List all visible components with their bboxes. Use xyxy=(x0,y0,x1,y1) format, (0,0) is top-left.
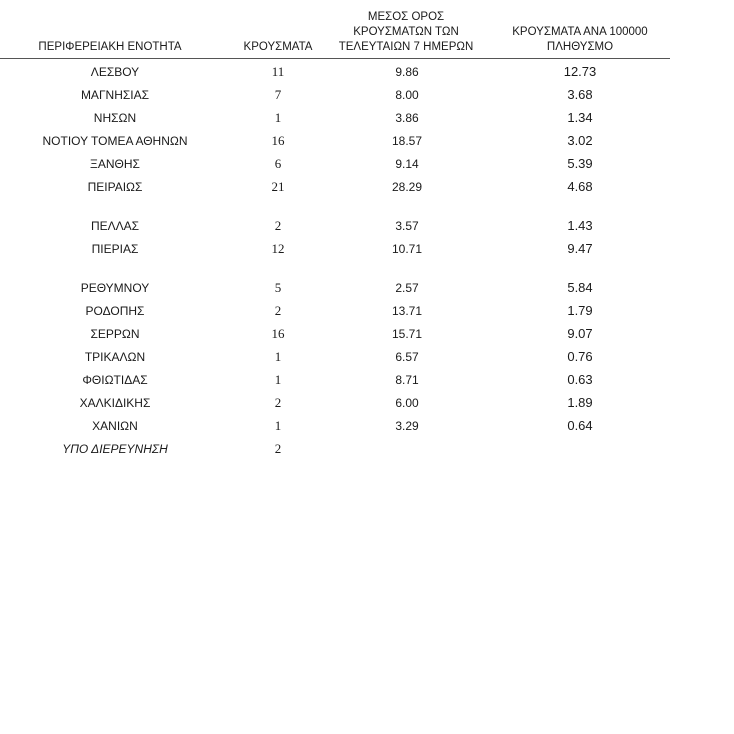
table-row xyxy=(0,86,670,104)
table-row xyxy=(0,178,670,196)
cell-per100k: 1.43 xyxy=(567,218,593,233)
header-cases xyxy=(236,40,320,55)
cell-avg7: 3.57 xyxy=(395,219,419,233)
cell-region: ΧΑΛΚΙΔΙΚΗΣ xyxy=(79,396,151,410)
cell-region: ΡΟΔΟΠΗΣ xyxy=(85,304,145,318)
table-row xyxy=(0,325,670,343)
cell-region: ΦΘΙΩΤΙΔΑΣ xyxy=(82,373,148,387)
cell-avg7: 8.00 xyxy=(395,88,419,102)
table-row xyxy=(0,109,670,127)
cell-per100k: 5.84 xyxy=(567,280,593,295)
cell-per100k: 0.63 xyxy=(567,372,593,387)
table-row xyxy=(0,371,670,389)
cell-avg7: 15.71 xyxy=(391,327,423,341)
cell-avg7: 8.71 xyxy=(395,373,419,387)
cell-per100k: 4.68 xyxy=(567,179,593,194)
cell-region: ΠΕΙΡΑΙΩΣ xyxy=(87,180,143,194)
cell-region: ΝΟΤΙΟΥ ΤΟΜΕΑ ΑΘΗΝΩΝ xyxy=(42,134,188,148)
cell-avg7: 2.57 xyxy=(395,281,419,295)
table-row xyxy=(0,217,670,235)
cell-avg7: 10.71 xyxy=(391,242,423,256)
cell-region: ΥΠΟ ΔΙΕΡΕΥΝΗΣΗ xyxy=(62,442,168,456)
header-region xyxy=(0,40,220,55)
cell-per100k: 1.79 xyxy=(567,303,593,318)
cell-cases: 1 xyxy=(274,110,282,125)
cell-region: ΠΕΛΛΑΣ xyxy=(90,219,140,233)
cell-avg7: 13.71 xyxy=(391,304,423,318)
table-row xyxy=(0,302,670,320)
cell-region: ΝΗΣΩΝ xyxy=(93,111,137,125)
cell-per100k: 0.76 xyxy=(567,349,593,364)
cell-cases: 2 xyxy=(274,441,282,456)
cell-per100k: 1.34 xyxy=(567,110,593,125)
cell-region: ΜΑΓΝΗΣΙΑΣ xyxy=(80,88,150,102)
cell-cases: 2 xyxy=(274,395,282,410)
cell-cases: 1 xyxy=(274,418,282,433)
cell-cases: 21 xyxy=(271,179,285,194)
cell-cases: 5 xyxy=(274,280,282,295)
cell-region: ΣΕΡΡΩΝ xyxy=(90,327,140,341)
cell-per100k: 5.39 xyxy=(567,156,593,171)
header-per100k xyxy=(496,25,664,55)
table-row xyxy=(0,394,670,412)
cell-region: ΧΑΝΙΩΝ xyxy=(92,419,138,433)
cell-region: ΞΑΝΘΗΣ xyxy=(90,157,140,171)
header-avg7 xyxy=(320,10,492,55)
header-per100k-line1: ΚΡΟΥΣΜΑΤΑ ΑΝΑ 100000 xyxy=(512,26,648,38)
table-row xyxy=(0,440,670,458)
cell-cases: 16 xyxy=(271,133,285,148)
cell-avg7: 6.00 xyxy=(395,396,419,410)
cell-avg7: 6.57 xyxy=(395,350,419,364)
header-region-text: ΠΕΡΙΦΕΡΕΙΑΚΗ ΕΝΟΤΗΤΑ xyxy=(38,41,182,53)
cell-avg7: 3.86 xyxy=(395,111,419,125)
table-row xyxy=(0,348,670,366)
cell-cases: 11 xyxy=(271,64,285,79)
cell-per100k: 1.89 xyxy=(567,395,593,410)
cell-per100k: 0.64 xyxy=(567,418,593,433)
cell-avg7: 9.86 xyxy=(395,65,419,79)
table-row xyxy=(0,132,670,150)
cell-avg7: 9.14 xyxy=(395,157,419,171)
cell-per100k: 12.73 xyxy=(563,64,597,79)
cell-per100k: 9.47 xyxy=(567,241,593,256)
cell-cases: 16 xyxy=(271,326,285,341)
table-row xyxy=(0,63,670,81)
cell-cases: 1 xyxy=(274,349,282,364)
cell-per100k: 9.07 xyxy=(567,326,593,341)
header-cases-text: ΚΡΟΥΣΜΑΤΑ xyxy=(243,41,313,53)
cell-avg7: 18.57 xyxy=(391,134,423,148)
header-avg7-line2: ΚΡΟΥΣΜΑΤΩΝ ΤΩΝ xyxy=(353,26,459,38)
cell-per100k: 3.02 xyxy=(567,133,593,148)
header-per100k-line2: ΠΛΗΘΥΣΜΟ xyxy=(546,41,614,53)
cell-per100k: 3.68 xyxy=(567,87,593,102)
cell-cases: 2 xyxy=(274,218,282,233)
cell-region: ΠΙΕΡΙΑΣ xyxy=(91,242,139,256)
table-row xyxy=(0,279,670,297)
cell-region: ΡΕΘΥΜΝΟΥ xyxy=(80,281,150,295)
header-divider xyxy=(0,58,670,59)
cell-cases: 6 xyxy=(274,156,282,171)
cell-cases: 12 xyxy=(271,241,285,256)
cell-avg7: 3.29 xyxy=(395,419,419,433)
cell-cases: 2 xyxy=(274,303,282,318)
header-avg7-line3: ΤΕΛΕΥΤΑΙΩΝ 7 ΗΜΕΡΩΝ xyxy=(338,41,474,53)
table-row xyxy=(0,417,670,435)
cell-cases: 1 xyxy=(274,372,282,387)
table-row xyxy=(0,155,670,173)
cell-region: ΤΡΙΚΑΛΩΝ xyxy=(84,350,146,364)
cell-cases: 7 xyxy=(274,87,282,102)
header-avg7-line1: ΜΕΣΟΣ ΟΡΟΣ xyxy=(367,11,445,23)
table-row xyxy=(0,240,670,258)
cell-region: ΛΕΣΒΟΥ xyxy=(90,65,140,79)
cell-avg7: 28.29 xyxy=(391,180,423,194)
